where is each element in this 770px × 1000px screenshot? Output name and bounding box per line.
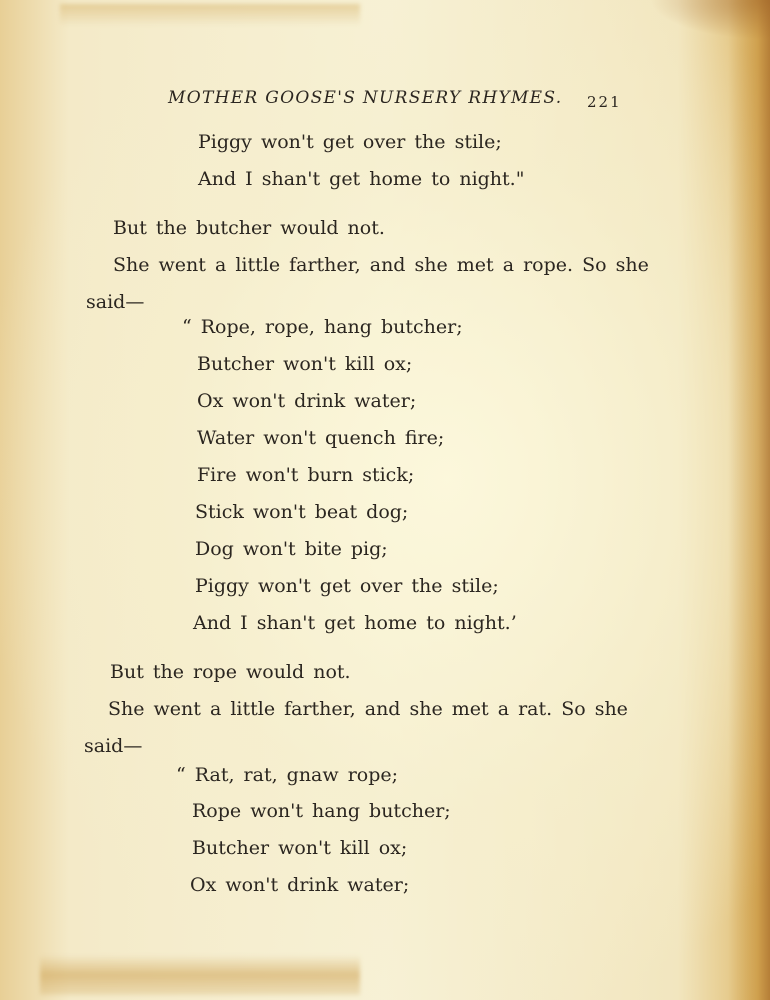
text-line: Piggy won't get over the stile;	[198, 131, 502, 153]
text-line: And I shan't get home to night.’	[193, 612, 517, 634]
text-line: Water won't quench fire;	[197, 427, 445, 449]
text-line: said—	[86, 291, 145, 313]
text-line: Ox won't drink water;	[190, 874, 410, 896]
text-line: “ Rope, rope, hang butcher;	[182, 316, 463, 338]
text-line: Ox won't drink water;	[197, 390, 417, 412]
text-line: And I shan't get home to night."	[198, 168, 525, 190]
text-line: Stick won't beat dog;	[195, 501, 409, 523]
text-line: She went a little farther, and she met a rope. So she	[113, 254, 649, 276]
page-stain-top	[60, 4, 360, 26]
page-corner-stain	[650, 0, 770, 40]
page-number: 221	[587, 93, 622, 111]
page-edge-shadow	[728, 0, 770, 1000]
text-line: But the rope would not.	[110, 661, 351, 683]
text-line: But the butcher would not.	[113, 217, 385, 239]
text-line: Dog won't bite pig;	[195, 538, 388, 560]
text-line: Butcher won't kill ox;	[192, 837, 408, 859]
running-title: MOTHER GOOSE'S NURSERY RHYMES.	[168, 88, 563, 108]
text-line: “ Rat, rat, gnaw rope;	[176, 764, 399, 786]
text-line: Rope won't hang butcher;	[192, 800, 451, 822]
page-stain-bottom	[40, 955, 360, 995]
text-line: She went a little farther, and she met a rat. So she	[108, 698, 628, 720]
text-line: Piggy won't get over the stile;	[195, 575, 499, 597]
text-line: said—	[84, 735, 143, 757]
text-line: Fire won't burn stick;	[197, 464, 415, 486]
text-line: Butcher won't kill ox;	[197, 353, 413, 375]
